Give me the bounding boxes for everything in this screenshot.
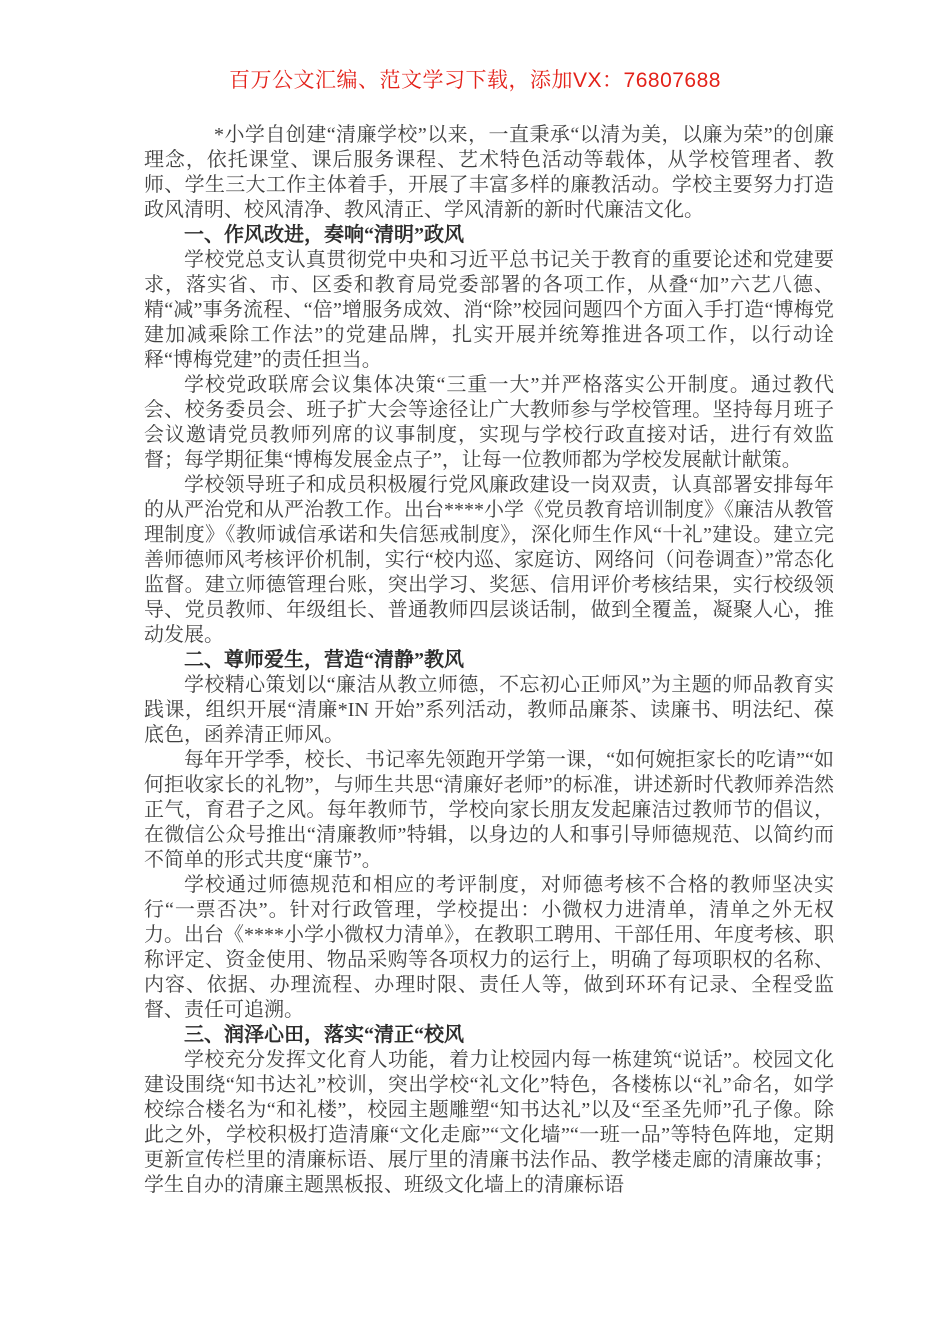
section-heading-1: 一、作风改进，奏响“清明”政风 [184,224,464,246]
intro-paragraph: *小学自创建“清廉学校”以来，一直秉承“以清为美，以廉为荣”的创廉理念，依托课堂、课后服务课程、艺术特色活动等载体，从学校管理者、教师、学生三大工作主体着手，开展了丰富多样的廉教活动。学校主要努力打造政风清明、校风清净、教风清正、学风清新的新时代廉洁文化。 [144,124,834,221]
section-heading-2: 二、尊师爱生，营造“清静”教风 [184,649,464,671]
section-3-paragraph-1: 学校充分发挥文化育人功能，着力让校园内每一栋建筑“说话”。校园文化建设围绕“知书达礼”校训，突出学校“礼文化”特色，各楼栋以“礼”命名，如学校综合楼名为“和礼楼”，校园主题雕塑“知书达礼”以及“至圣先师”孔子像。除此之外，学校积极打造清廉“文化走廊”“文化墙”“一班一品”等特色阵地，定期更新宣传栏里的清廉标语、展厅里的清廉书法作品、教学楼走廊的清廉故事；学生自办的清廉主题黑板报、班级文化墙上的清廉标语 [144,1049,834,1196]
section-1-paragraph-3: 学校领导班子和成员积极履行党风廉政建设一岗双责，认真部署安排每年的从严治党和从严治教工作。出台****小学《党员教育培训制度》《廉洁从教管理制度》《教师诚信承诺和失信惩戒制度》，深化师生作风“十礼”建设。建立完善师德师风考核评价机制，实行“校内巡、家庭访、网络问（问卷调查）”常态化监督。建立师德管理台账，突出学习、奖惩、信用评价考核结果，实行校级领导、党员教师、年级组长、普通教师四层谈话制，做到全覆盖，凝聚人心，推动发展。 [144,474,834,646]
download-notice-banner: 百万公文汇编、范文学习下载，添加VX：76807688 [229,69,721,92]
section-2-paragraph-1: 学校精心策划以“廉洁从教立师德，不忘初心正师风”为主题的师品教育实践课，组织开展“清廉*IN 开始”系列活动，教师品廉茶、读廉书、明法纪、葆底色，函养清正师风。 [144,674,834,746]
section-heading-3: 三、润泽心田，落实“清正“校风 [184,1024,464,1046]
section-2-paragraph-3: 学校通过师德规范和相应的考评制度，对师德考核不合格的教师坚决实行“一票否决”。针对行政管理，学校提出：小微权力进清单，清单之外无权力。出台《****小学小微权力清单》，在教职工聘用、干部任用、年度考核、职称评定、资金使用、物品采购等各项权力的运行上，明确了每项职权的名称、内容、依据、办理流程、办理时限、责任人等，做到环环有记录、全程受监督、责任可追溯。 [144,874,834,1021]
section-1-paragraph-2: 学校党政联席会议集体决策“三重一大”并严格落实公开制度。通过教代会、校务委员会、班子扩大会等途径让广大教师参与学校管理。坚持每月班子会议邀请党员教师列席的议事制度，实现与学校行政直接对话，进行有效监督；每学期征集“博梅发展金点子”，让每一位教师都为学校发展献计献策。 [144,374,834,471]
section-2-paragraph-2: 每年开学季，校长、书记率先领跑开学第一课，“如何婉拒家长的吃请”“如何拒收家长的礼物”，与师生共思“清廉好老师”的标准，讲述新时代教师养浩然正气，育君子之风。每年教师节，学校向家长朋友发起廉洁过教师节的倡议，在微信公众号推出“清廉教师”特辑，以身边的人和事引导师德规范、以简约而不简单的形式共度“廉节”。 [144,749,834,871]
section-1-paragraph-1: 学校党总支认真贯彻党中央和习近平总书记关于教育的重要论述和党建要求，落实省、市、区委和教育局党委部署的各项工作，从叠“加”六艺八德、精“减”事务流程、“倍”增服务成效、消“除”校园问题四个方面入手打造“博梅党建加减乘除工作法”的党建品牌，扎实开展并统筹推进各项工作，以行动诠释“博梅党建”的责任担当。 [144,249,834,371]
document-body [144,123,834,1198]
